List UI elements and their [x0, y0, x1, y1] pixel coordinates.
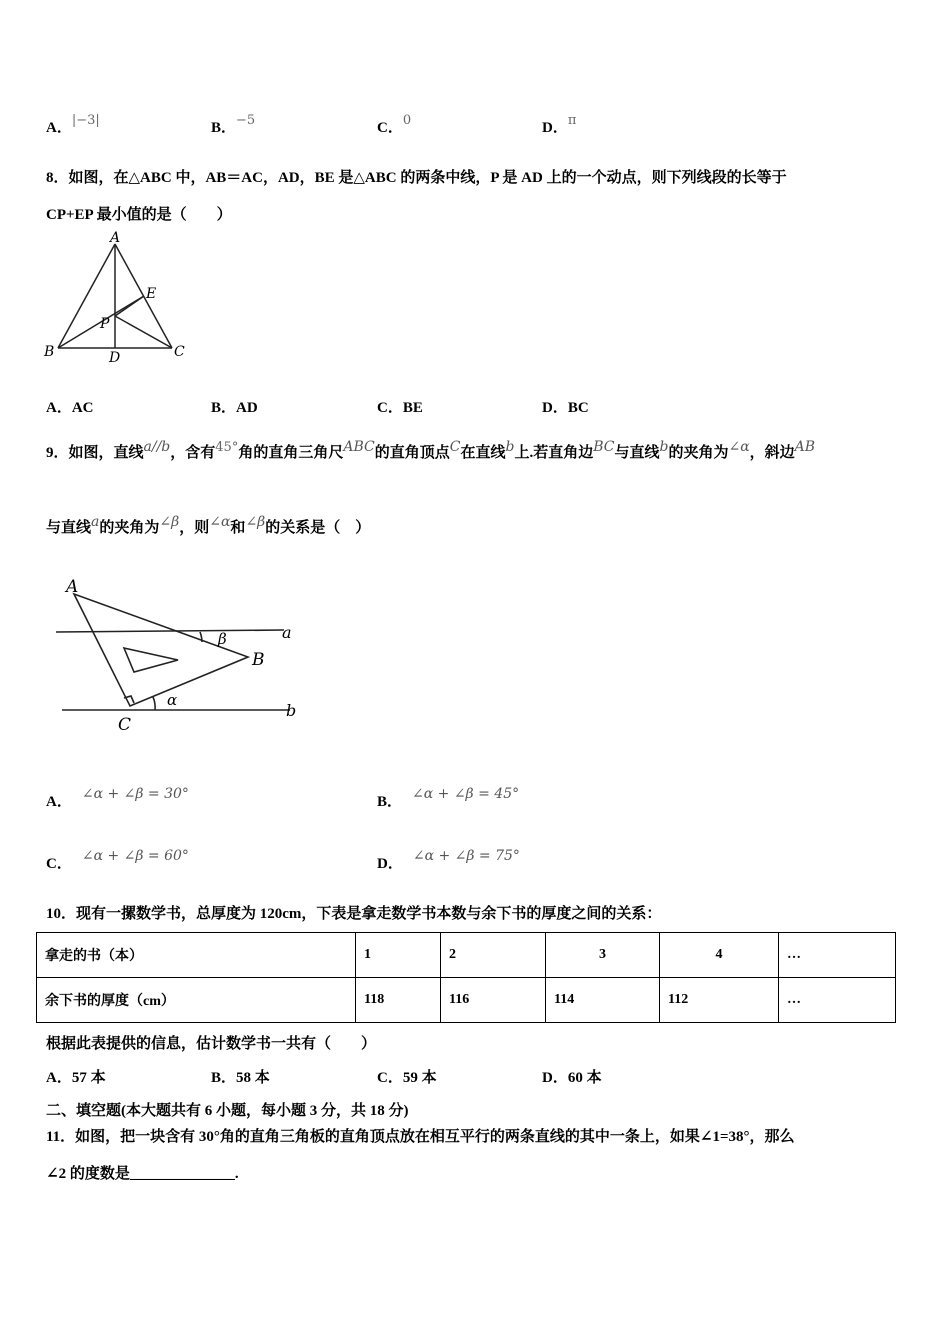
q9-angle-alpha-arc [153, 697, 155, 710]
q9-right-angle-mark [124, 696, 134, 703]
q9-option-a: A． ∠α + ∠β = 30° [46, 786, 189, 810]
q8-label-e: E [146, 286, 157, 302]
table-cell: 114 [546, 978, 660, 1023]
q8-label-p: P [100, 316, 110, 332]
q10-intro: 10．现有一摞数学书，总厚度为 120cm，下表是拿走数学书本数与余下书的厚度之间的关系： [46, 906, 662, 922]
q10-option-a: A．57 本 [46, 1070, 106, 1086]
q10-option-b: B．58 本 [211, 1070, 270, 1086]
q9-label-c-vertex: C [118, 715, 132, 735]
table-row [37, 978, 896, 1023]
q9-line-a [56, 630, 284, 632]
q7-option-b: B．−5 [211, 113, 256, 136]
q9-label-alpha: α [167, 691, 178, 709]
q8-option-a: A．AC [46, 400, 94, 416]
q8-triangle-figure [40, 230, 200, 365]
q9-label-line-b: b [286, 701, 297, 720]
q9-stem-line1: 9．如图，直线a//b，含有45°角的直角三角尺ABC的直角顶点C在直线b上.若直角边BC与直线b的夹角为∠α，斜边AB [46, 439, 816, 461]
table-cell: 3 [546, 933, 660, 978]
q10-option-d: D．60 本 [542, 1070, 602, 1086]
q9-triangle-ruler-figure [50, 570, 310, 740]
q9-option-d: D． ∠α + ∠β = 75° [377, 848, 520, 872]
table-cell: 2 [441, 933, 546, 978]
table-cell: 118 [356, 978, 441, 1023]
q10-question: 根据此表提供的信息，估计数学书一共有（ ） [46, 1036, 377, 1052]
q8-label-a: A [110, 230, 121, 246]
q11-stem-line2: ∠2 的度数是______________. [46, 1166, 239, 1182]
q8-label-b: B [44, 344, 55, 360]
q8-option-c: C．BE [377, 400, 423, 416]
table-cell: 拿走的书（本） [37, 933, 356, 978]
q9-option-c: C． ∠α + ∠β = 60° [46, 848, 189, 872]
table-cell: 4 [660, 933, 779, 978]
table-cell: 112 [660, 978, 779, 1023]
q9-stem-line2: 与直线a的夹角为∠β，则∠α和∠β的关系是（ ） [46, 514, 371, 536]
q9-label-a-vertex: A [66, 577, 79, 597]
table-cell: 1 [356, 933, 441, 978]
q7-option-c: C．0 [377, 113, 412, 136]
q9-option-b: B． ∠α + ∠β = 45° [377, 786, 520, 810]
q8-label-d: D [109, 350, 121, 365]
q9-label-b-vertex: B [252, 650, 265, 670]
q8-stem-line2: CP+EP 最小值的是（ ） [46, 207, 232, 223]
q8-segment-pe [115, 296, 144, 316]
table-cell: 余下书的厚度（cm） [37, 978, 356, 1023]
table-cell: … [779, 978, 896, 1023]
q8-option-d: D．BC [542, 400, 589, 416]
q10-table [36, 932, 896, 1023]
q10-option-c: C．59 本 [377, 1070, 437, 1086]
table-cell: … [779, 933, 896, 978]
section-heading: 二、填空题(本大题共有 6 小题，每小题 3 分，共 18 分) [46, 1103, 409, 1119]
q9-triangle-outer [74, 594, 248, 706]
q7-option-a: A．|−3| [46, 113, 100, 136]
table-cell: 116 [441, 978, 546, 1023]
q8-segment-ab [58, 244, 115, 348]
q8-label-c: C [174, 344, 185, 360]
q7-option-d: D．π [542, 113, 577, 136]
q9-label-line-a: a [282, 623, 292, 642]
q9-triangle-inner [124, 648, 178, 672]
q8-stem-line1: 8．如图，在△ABC 中，AB＝AC，AD，BE 是△ABC 的两条中线，P 是 AD 上的一个动点，则下列线段的长等于 [46, 170, 787, 186]
table-row [37, 933, 896, 978]
q8-option-b: B．AD [211, 400, 258, 416]
q11-stem-line1: 11．如图，把一块含有 30°角的直角三角板的直角顶点放在相互平行的两条直线的其中一条上，如果∠1=38°，那么 [46, 1129, 795, 1145]
q9-label-beta: β [218, 630, 227, 648]
